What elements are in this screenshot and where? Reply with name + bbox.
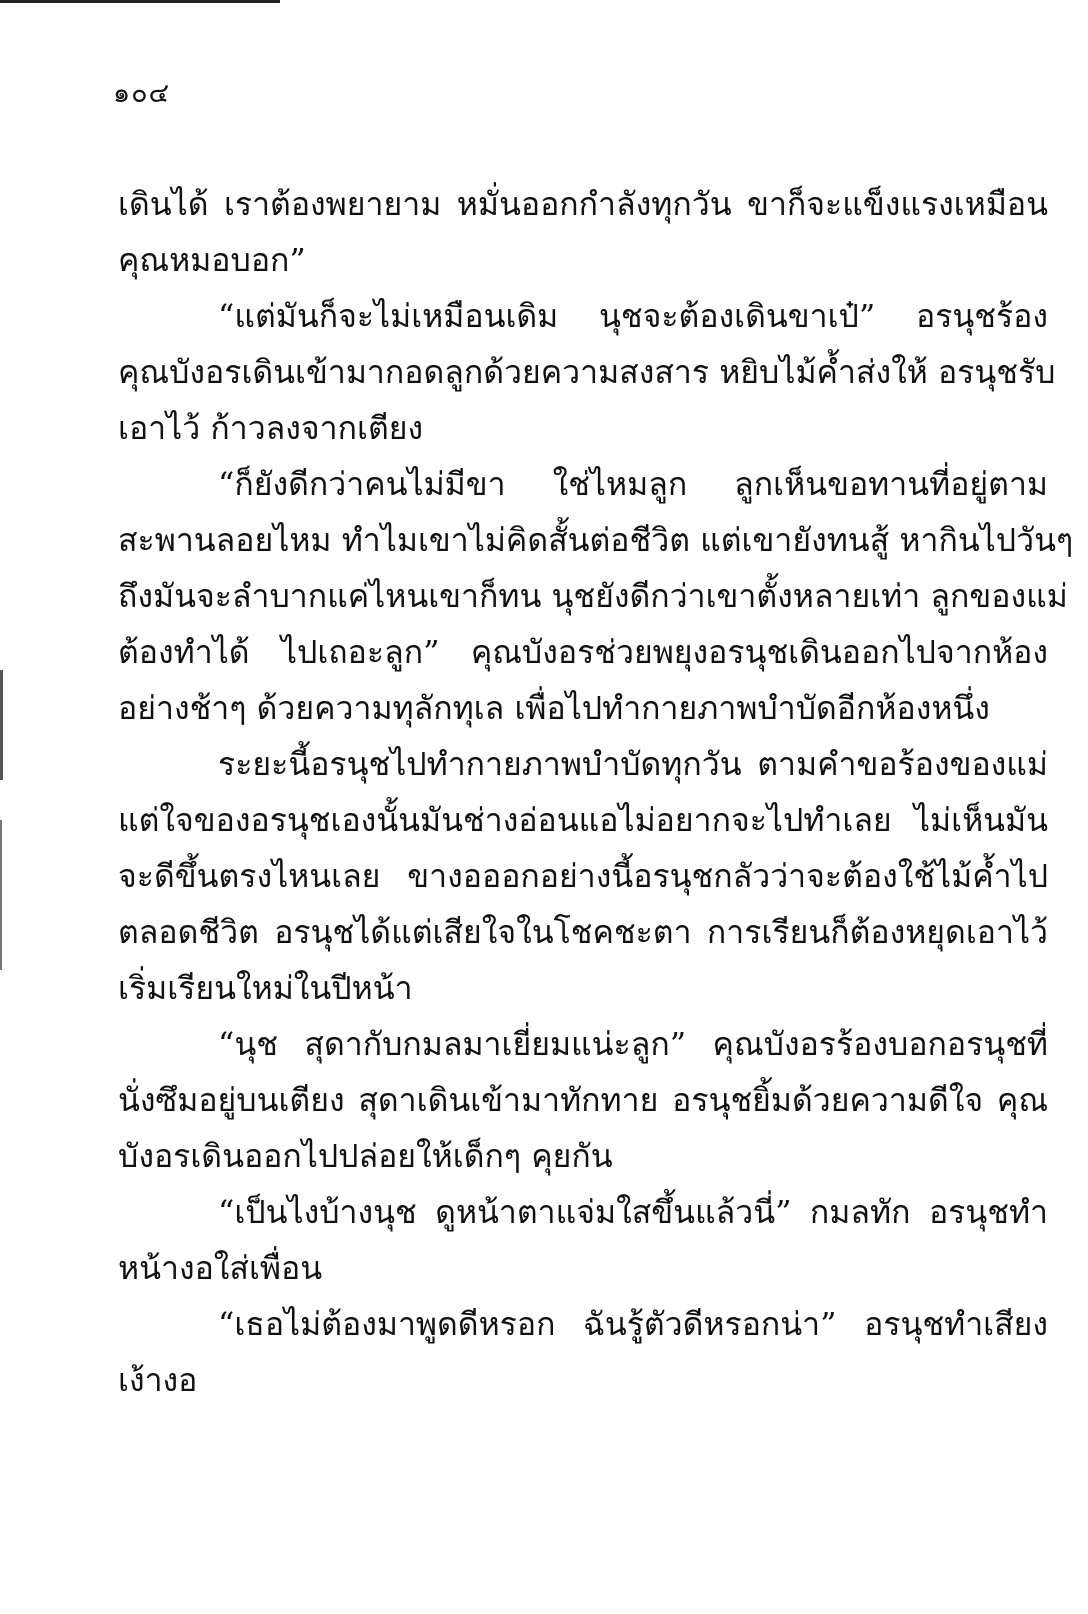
scan-edge-mark	[0, 820, 2, 970]
text-line: คุณบังอรเดินเข้ามากอดลูกด้วยความสงสาร หยิบไม้ค้ำส่งให้ อรนุชรับ	[118, 353, 1056, 391]
text-line: “แต่มันก็จะไม่เหมือนเดิม นุชจะต้องเดินขาเป๋” อรนุชร้อง	[218, 297, 1048, 335]
page-number: ๑๐๔	[113, 78, 171, 109]
scan-edge-mark	[0, 670, 3, 780]
text-line: หน้างอใส่เพื่อน	[118, 1249, 323, 1287]
text-line: นั่งซึมอยู่บนเตียง สุดาเดินเข้ามาทักทาย อรนุชยิ้มด้วยความดีใจ คุณ	[118, 1081, 1048, 1119]
text-line: ตลอดชีวิต อรนุชได้แต่เสียใจในโชคชะตา การเรียนก็ต้องหยุดเอาไว้	[118, 913, 1048, 951]
text-line: ถึงมันจะลำบากแค่ไหนเขาก็ทน นุชยังดีกว่าเขาตั้งหลายเท่า ลูกของแม่	[118, 577, 1068, 615]
text-line: “เธอไม่ต้องมาพูดดีหรอก ฉันรู้ตัวดีหรอกน่า” อรนุชทำเสียง	[218, 1305, 1048, 1343]
text-line: เอาไว้ ก้าวลงจากเตียง	[118, 409, 424, 447]
text-line: “นุช สุดากับกมลมาเยี่ยมแน่ะลูก” คุณบังอรร้องบอกอรนุชที่	[218, 1025, 1048, 1063]
text-line: จะดีขึ้นตรงไหนเลย ขางอออกอย่างนี้อรนุชกลัวว่าจะต้องใช้ไม้ค้ำไป	[118, 857, 1048, 895]
scan-edge-rule	[0, 0, 280, 3]
text-line: ระยะนี้อรนุชไปทำกายภาพบำบัดทุกวัน ตามคำขอร้องของแม่	[218, 745, 1048, 783]
text-line: ต้องทำได้ ไปเถอะลูก” คุณบังอรช่วยพยุงอรนุชเดินออกไปจากห้อง	[118, 633, 1048, 671]
text-line: เริ่มเรียนใหม่ในปีหน้า	[118, 969, 413, 1007]
text-line: เง้างอ	[118, 1361, 198, 1399]
text-line: แต่ใจของอรนุชเองนั้นมันช่างอ่อนแอไม่อยากจะไปทำเลย ไม่เห็นมัน	[118, 801, 1048, 839]
text-line: สะพานลอยไหม ทำไมเขาไม่คิดสั้นต่อชีวิต แต่เขายังทนสู้ หากินไปวันๆ	[118, 521, 1074, 559]
text-line: “เป็นไงบ้างนุช ดูหน้าตาแจ่มใสขึ้นแล้วนี่” กมลทัก อรนุชทำ	[218, 1193, 1048, 1231]
text-line: บังอรเดินออกไปปล่อยให้เด็กๆ คุยกัน	[118, 1137, 613, 1175]
text-line: เดินได้ เราต้องพยายาม หมั่นออกกำลังทุกวัน ขาก็จะแข็งแรงเหมือน	[118, 185, 1048, 223]
text-line: “ก็ยังดีกว่าคนไม่มีขา ใช่ไหมลูก ลูกเห็นขอทานที่อยู่ตาม	[218, 465, 1048, 503]
body-text	[118, 176, 1074, 1408]
text-line: คุณหมอบอก”	[118, 241, 306, 279]
text-line: อย่างช้าๆ ด้วยความทุลักทุเล เพื่อไปทำกายภาพบำบัดอีกห้องหนึ่ง	[118, 689, 990, 727]
